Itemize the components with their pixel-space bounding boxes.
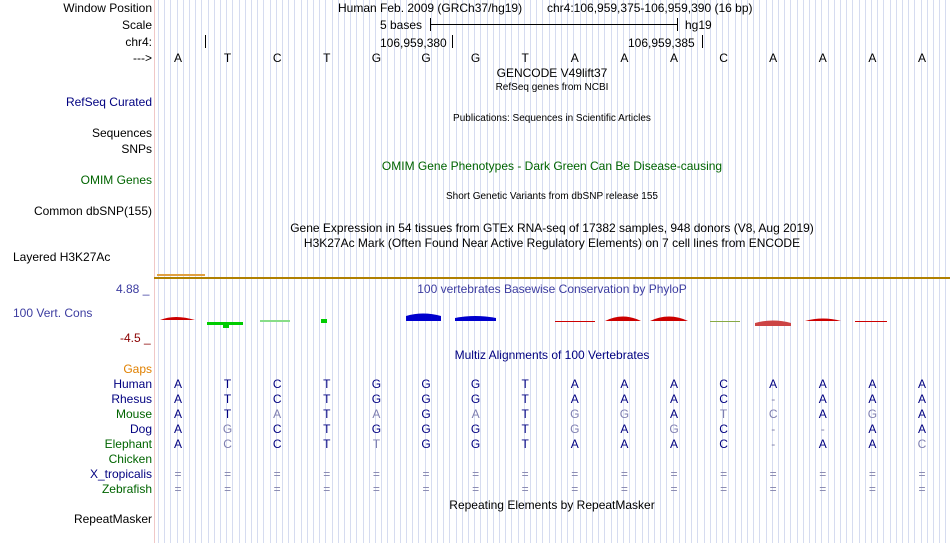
gridline [666, 0, 667, 543]
alignment-base: = [472, 467, 480, 481]
gridline [710, 0, 711, 543]
alignment-base: = [868, 467, 876, 481]
gridline [790, 0, 791, 543]
gtex-title[interactable]: Gene Expression in 54 tissues from GTEx RNA-seq of 17382 samples, 948 donors (V8, Aug 2019) [290, 221, 814, 235]
gridline [772, 0, 773, 543]
gridline [474, 0, 475, 543]
alignment-base: A [173, 392, 182, 406]
gridline [629, 0, 630, 543]
gridline [654, 0, 655, 543]
alignment-base: A [769, 377, 778, 391]
alignment-base: A [669, 437, 678, 451]
alignment-base: = [372, 467, 380, 481]
alignment-base: A [917, 377, 926, 391]
alignment-base: T [223, 392, 232, 406]
base-letter: A [818, 51, 827, 65]
coord-left-label: 106,959,380 [380, 36, 447, 50]
gridline [456, 0, 457, 543]
gridline [332, 0, 333, 543]
gridline [623, 0, 624, 543]
alignment-base: = [819, 482, 827, 496]
gridline [338, 0, 339, 543]
base-letter: G [371, 51, 382, 65]
species-label-elephant[interactable]: Elephant [104, 437, 152, 451]
sequences-label[interactable]: Sequences [91, 126, 152, 140]
alignment-base: C [719, 437, 728, 451]
position-readout: chr4:106,959,375-106,959,390 (16 bp) [547, 1, 753, 15]
gridline [914, 0, 915, 543]
gridline [859, 0, 860, 543]
scale-bar [430, 24, 677, 25]
alignment-base: A [917, 392, 926, 406]
h3k27ac-title[interactable]: H3K27Ac Mark (Often Found Near Active Regulatory Elements) on 7 cell lines from ENCODE [303, 236, 801, 250]
gridline [375, 0, 376, 543]
scale-text: 5 bases [380, 18, 423, 32]
alignment-base: A [669, 377, 678, 391]
gridline [834, 0, 835, 543]
alignment-base: G [371, 377, 382, 391]
base-letter: C [719, 51, 728, 65]
gridline [679, 0, 680, 543]
gridline [642, 0, 643, 543]
gridline [325, 0, 326, 543]
chr-label: chr4: [125, 35, 152, 49]
alignment-base: C [272, 437, 282, 451]
gridline [877, 0, 878, 543]
track-divider [154, 277, 950, 279]
base-letter: G [470, 51, 481, 65]
gridline [232, 0, 233, 543]
gridline [245, 0, 246, 543]
omim-title[interactable]: OMIM Gene Phenotypes - Dark Green Can Be Disease-causing [381, 159, 723, 173]
alignment-base: A [917, 407, 926, 421]
gridline [251, 0, 252, 543]
alignment-base: A [173, 437, 182, 451]
gridline [307, 0, 308, 543]
alignment-base: A [173, 422, 182, 436]
phylop-min-label: -4.5 _ [120, 331, 151, 345]
alignment-base: A [372, 407, 381, 421]
base-letter: T [521, 51, 529, 65]
alignment-base: G [371, 392, 382, 406]
gridline [673, 0, 674, 543]
gridline [270, 0, 271, 543]
alignment-base: G [421, 422, 431, 436]
base-letter: T [323, 51, 331, 65]
alignment-base: T [323, 407, 331, 421]
base-letter: A [570, 51, 579, 65]
alignment-base: = [620, 482, 628, 496]
base-letter: A [669, 51, 678, 65]
gridline [183, 0, 184, 543]
alignment-base: A [818, 392, 827, 406]
h3k27ac-signal [157, 274, 205, 276]
alignment-base: T [521, 437, 529, 451]
alignment-base: G [470, 377, 481, 391]
alignment-base: = [273, 482, 281, 496]
alignment-base: = [819, 467, 827, 481]
scale-label: Scale [121, 18, 152, 32]
alignment-base: A [818, 437, 827, 451]
alignment-base: T [323, 377, 331, 391]
layered-h3k27ac-label[interactable]: Layered H3K27Ac [13, 250, 111, 264]
multiz-title[interactable]: Multiz Alignments of 100 Vertebrates [454, 348, 650, 362]
gencode-title[interactable]: GENCODE V49lift37 [496, 66, 608, 80]
gridline [809, 0, 810, 543]
alignment-base: G [470, 392, 481, 406]
phylop-title[interactable]: 100 vertebrates Basewise Conservation by PhyloP [417, 282, 687, 296]
alignment-base: C [272, 377, 282, 391]
gridline [282, 0, 283, 543]
coord-tick-start [205, 35, 206, 48]
alignment-base: C [272, 392, 282, 406]
alignment-base: = [918, 467, 926, 481]
gridline [890, 0, 891, 543]
gridline [635, 0, 636, 543]
alignment-base: A [570, 437, 579, 451]
gridline [611, 0, 612, 543]
gridline [921, 0, 922, 543]
gridline [400, 0, 401, 543]
gridline [828, 0, 829, 543]
gridline [766, 0, 767, 543]
base-letter: A [173, 51, 182, 65]
alignment-base: C [272, 422, 282, 436]
alignment-base: = [273, 467, 281, 481]
gridline [933, 0, 934, 543]
common-dbsnp-label[interactable]: Common dbSNP(155) [33, 204, 152, 218]
alignment-base: = [521, 467, 529, 481]
repeatmasker-label[interactable]: RepeatMasker [73, 512, 152, 526]
alignment-base: G [669, 422, 679, 436]
gridline [418, 0, 419, 543]
gridline [363, 0, 364, 543]
gridline [344, 0, 345, 543]
alignment-base: G [421, 392, 431, 406]
gridline [759, 0, 760, 543]
track-area-left-border [154, 0, 155, 543]
alignment-base: = [670, 482, 678, 496]
species-label-zebrafish[interactable]: Zebrafish [101, 482, 152, 496]
alignment-base: = [769, 482, 777, 496]
window-position-label: Window Position [63, 1, 152, 15]
alignment-base: A [620, 392, 629, 406]
snps-label[interactable]: SNPs [121, 142, 152, 156]
coord-tick-left [452, 35, 453, 48]
scale-bar-left-tick [430, 18, 431, 31]
alignment-base: = [571, 482, 579, 496]
gridline [220, 0, 221, 543]
gridline [747, 0, 748, 543]
phylop-conservation-plot [155, 300, 950, 340]
gridline [815, 0, 816, 543]
alignment-base: A [570, 392, 579, 406]
alignment-base: = [224, 467, 232, 481]
alignment-base: = [472, 482, 480, 496]
alignment-base: = [868, 482, 876, 496]
alignment-base: A [620, 437, 629, 451]
alignment-base: A [818, 377, 827, 391]
gridline [301, 0, 302, 543]
alignment-base: A [570, 377, 579, 391]
alignment-base: T [521, 392, 529, 406]
alignment-base: A [669, 392, 678, 406]
alignment-base: A [868, 377, 877, 391]
alignment-base: = [422, 482, 430, 496]
gridline [276, 0, 277, 543]
alignment-base: G [421, 437, 431, 451]
dbsnp-title[interactable]: Short Genetic Variants from dbSNP release 155 [446, 191, 658, 202]
gridline [753, 0, 754, 543]
alignment-base: A [669, 407, 678, 421]
gridline [437, 0, 438, 543]
gridline [170, 0, 171, 543]
alignment-base: T [223, 377, 232, 391]
gridline [803, 0, 804, 543]
alignment-base: = [769, 467, 777, 481]
alignment-base: A [868, 422, 877, 436]
species-label-dog[interactable]: Dog [129, 422, 152, 436]
base-letter: C [272, 51, 282, 65]
alignment-base: = [224, 482, 232, 496]
gridline [722, 0, 723, 543]
alignment-base: G [222, 422, 233, 436]
alignment-base: - [820, 422, 825, 436]
alignment-base: T [323, 392, 331, 406]
gridline [208, 0, 209, 543]
alignment-base: C [719, 392, 728, 406]
alignment-base: G [570, 407, 580, 421]
alignment-base: = [720, 467, 728, 481]
gridline [214, 0, 215, 543]
gridline [617, 0, 618, 543]
alignment-base: G [421, 377, 431, 391]
alignment-base: = [372, 482, 380, 496]
alignment-base: = [323, 482, 331, 496]
gridline [660, 0, 661, 543]
alignment-base: T [323, 422, 331, 436]
gridline [493, 0, 494, 543]
gridline [685, 0, 686, 543]
gridline [412, 0, 413, 543]
gridline [394, 0, 395, 543]
alignment-base: T [323, 437, 331, 451]
gridline [443, 0, 444, 543]
alignment-base: G [470, 437, 481, 451]
base-letter: A [620, 51, 629, 65]
alignment-base: = [323, 467, 331, 481]
alignment-base: - [771, 392, 776, 406]
gridline [381, 0, 382, 543]
gridline [883, 0, 884, 543]
base-letter: A [769, 51, 778, 65]
alignment-base: G [570, 422, 580, 436]
alignment-base: = [720, 482, 728, 496]
alignment-base: A [471, 407, 480, 421]
alignment-base: - [771, 422, 776, 436]
gridline [865, 0, 866, 543]
base-letter: G [421, 51, 431, 65]
alignment-base: A [868, 437, 877, 451]
alignment-base: A [173, 377, 182, 391]
gridline [480, 0, 481, 543]
gridline [356, 0, 357, 543]
gridline [939, 0, 940, 543]
species-label-x_tropicalis[interactable]: X_tropicalis [89, 467, 152, 481]
repeatmasker-title[interactable]: Repeating Elements by RepeatMasker [449, 498, 655, 512]
refseq-subtitle[interactable]: RefSeq genes from NCBI [495, 82, 609, 93]
species-label-rhesus[interactable]: Rhesus [111, 392, 152, 406]
omim-genes-label[interactable]: OMIM Genes [80, 173, 152, 187]
publications-title[interactable]: Publications: Sequences in Scientific Articles [453, 113, 651, 124]
alignment-base: = [521, 482, 529, 496]
gridline [257, 0, 258, 543]
gridline [728, 0, 729, 543]
alignment-base: = [174, 467, 182, 481]
gridline [239, 0, 240, 543]
base-letter: T [223, 51, 232, 65]
gridline [189, 0, 190, 543]
species-label-human[interactable]: Human [113, 377, 152, 391]
gridline [821, 0, 822, 543]
scale-db: hg19 [685, 18, 712, 32]
gridline [294, 0, 295, 543]
alignment-base: G [371, 422, 382, 436]
gridline [288, 0, 289, 543]
gridline [350, 0, 351, 543]
alignment-base: - [771, 437, 776, 451]
gridline [778, 0, 779, 543]
gridline [449, 0, 450, 543]
gridline [425, 0, 426, 543]
assembly-name: Human Feb. 2009 (GRCh37/hg19) [338, 1, 523, 15]
alignment-base: = [174, 482, 182, 496]
gridline [784, 0, 785, 543]
gridline [487, 0, 488, 543]
alignment-base: T [521, 422, 529, 436]
gridline [431, 0, 432, 543]
alignment-base: A [818, 407, 827, 421]
alignment-base: G [619, 407, 630, 421]
gridline [313, 0, 314, 543]
gridline [871, 0, 872, 543]
alignment-base: = [422, 467, 430, 481]
gridline [908, 0, 909, 543]
gridline [387, 0, 388, 543]
gridline [201, 0, 202, 543]
species-label-chicken[interactable]: Chicken [108, 452, 152, 466]
base-letter: A [868, 51, 877, 65]
alignment-base: = [918, 482, 926, 496]
alignment-base: G [867, 407, 878, 421]
gridline [716, 0, 717, 543]
gridline [927, 0, 928, 543]
alignment-base: A [273, 407, 282, 421]
alignment-base: = [620, 467, 628, 481]
gridline [226, 0, 227, 543]
alignment-base: C [768, 407, 778, 421]
alignment-base: C [223, 437, 232, 451]
gridline [319, 0, 320, 543]
alignment-base: C [719, 377, 728, 391]
alignment-base: A [620, 422, 629, 436]
alignment-base: T [521, 377, 529, 391]
gridline [406, 0, 407, 543]
species-label-mouse[interactable]: Mouse [115, 407, 152, 421]
gridline [945, 0, 946, 543]
gridline [896, 0, 897, 543]
alignment-base: G [421, 407, 431, 421]
base-letter: A [917, 51, 926, 65]
alignment-base: = [670, 467, 678, 481]
coord-tick-right [702, 35, 703, 48]
strand-label: ---> [133, 51, 152, 65]
gridline [741, 0, 742, 543]
alignment-base: A [868, 392, 877, 406]
alignment-base: T [719, 407, 728, 421]
gridline [846, 0, 847, 543]
alignment-base: T [223, 407, 232, 421]
alignment-base: C [719, 422, 728, 436]
alignment-base: C [917, 437, 927, 451]
gridline [840, 0, 841, 543]
gridline [177, 0, 178, 543]
gridline [704, 0, 705, 543]
gridline [852, 0, 853, 543]
refseq-curated-label[interactable]: RefSeq Curated [65, 95, 152, 109]
alignment-base: A [917, 422, 926, 436]
alignment-base: A [620, 377, 629, 391]
alignment-base: G [470, 422, 481, 436]
gridline [697, 0, 698, 543]
coord-right-label: 106,959,385 [628, 36, 695, 50]
gridline [468, 0, 469, 543]
gridline [158, 0, 159, 543]
phylop-max-label: 4.88 _ [116, 282, 150, 296]
gaps-label: Gaps [123, 362, 152, 376]
gridline [263, 0, 264, 543]
gridline [902, 0, 903, 543]
gridline [648, 0, 649, 543]
scale-bar-right-tick [677, 18, 678, 31]
alignment-base: = [571, 467, 579, 481]
gridline [164, 0, 165, 543]
cons-label[interactable]: 100 Vert. Cons [13, 306, 93, 320]
alignment-base: T [521, 407, 529, 421]
gridline [797, 0, 798, 543]
alignment-base: T [372, 437, 381, 451]
gridline [735, 0, 736, 543]
alignment-base: A [173, 407, 182, 421]
gridline [691, 0, 692, 543]
gridline [462, 0, 463, 543]
gridline [369, 0, 370, 543]
gridline [195, 0, 196, 543]
